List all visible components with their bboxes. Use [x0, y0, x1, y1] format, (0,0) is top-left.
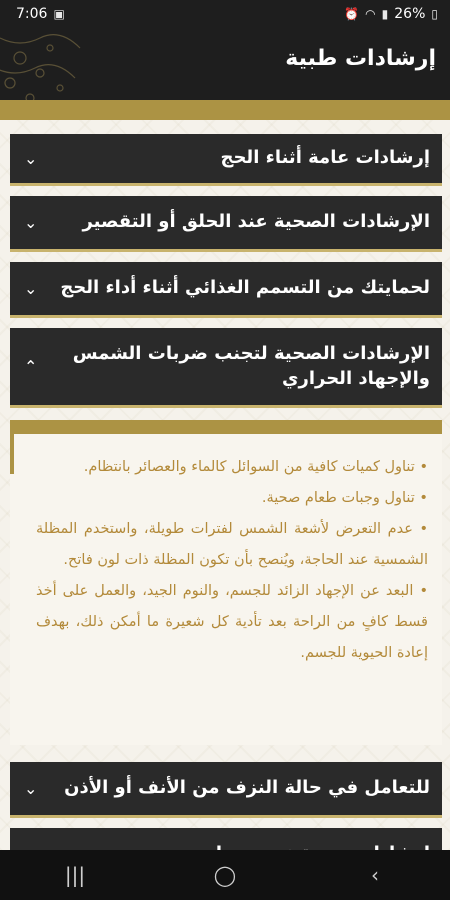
battery-level: 26%: [394, 6, 426, 22]
accordion-section-nosebleed[interactable]: [10, 762, 442, 818]
image-icon: ▣: [53, 7, 65, 21]
advice-item: • عدم التعرض لأشعة الشمس لفترات طويلة، واستخدم المظلة الشمسية عند الحاجة، ويُنصح بأن تكون المظلة ذات لون فاتح.: [36, 521, 428, 568]
chevron-up-icon: ⌃: [24, 357, 38, 376]
section-title: لحمايتك من التسمم الغذائي أثناء أداء الحج: [60, 277, 430, 299]
advice-item: • البعد عن الإجهاد الزائد للجسم، والنوم الجيد، والعمل على أخذ قسط كافٍ من الراحة بعد تأدية كل شعيرة ما أمكن ذلك، بهدف إعادة الحيوية للجسم.: [36, 583, 428, 661]
panel-side-accent: [10, 420, 14, 474]
advice-item: • تناول وجبات طعام صحية.: [261, 490, 428, 506]
advice-item: • تناول كميات كافية من السوائل كالماء والعصائر بانتظام.: [83, 459, 428, 475]
system-nav-bar: [0, 850, 450, 900]
app-bar: [0, 28, 450, 100]
wifi-icon: ◠: [365, 7, 376, 21]
battery-icon: ▯: [431, 7, 438, 21]
chevron-down-icon: ⌄: [24, 779, 38, 798]
chevron-down-icon: ⌄: [24, 279, 38, 298]
accordion-section-shaving[interactable]: [10, 196, 442, 252]
section-title: الإرشادات الصحية لتجنب ضربات الشمس والإجهاد الحراري: [72, 343, 430, 389]
content-area[interactable]: [0, 120, 450, 850]
chevron-down-icon: ⌄: [24, 149, 38, 168]
section-title: للتعامل في حالة النزف من الأنف أو الأذن: [64, 777, 430, 799]
back-icon[interactable]: ‹: [371, 863, 379, 887]
accordion-section-food-poisoning[interactable]: [10, 262, 442, 318]
accordion-section-heatstroke[interactable]: [10, 328, 442, 408]
expanded-panel: [10, 420, 442, 745]
chevron-down-icon: ⌄: [24, 213, 38, 232]
page-title: إرشادات طبية: [285, 46, 436, 71]
header-divider: [0, 100, 450, 120]
signal-icon: ▮: [381, 7, 389, 21]
status-time: 7:06: [16, 6, 48, 22]
panel-top-accent: [10, 420, 442, 434]
home-icon[interactable]: ◯: [213, 863, 237, 887]
section-title: الإرشادات الصحية عند الحلق أو التقصير: [82, 211, 430, 233]
alarm-icon: ⏰: [344, 7, 360, 21]
accordion-section-general[interactable]: [10, 134, 442, 186]
panel-body: [36, 452, 428, 669]
section-title: إرشادات عامة أثناء الحج: [220, 147, 430, 169]
recent-apps-icon[interactable]: |||: [64, 863, 86, 887]
